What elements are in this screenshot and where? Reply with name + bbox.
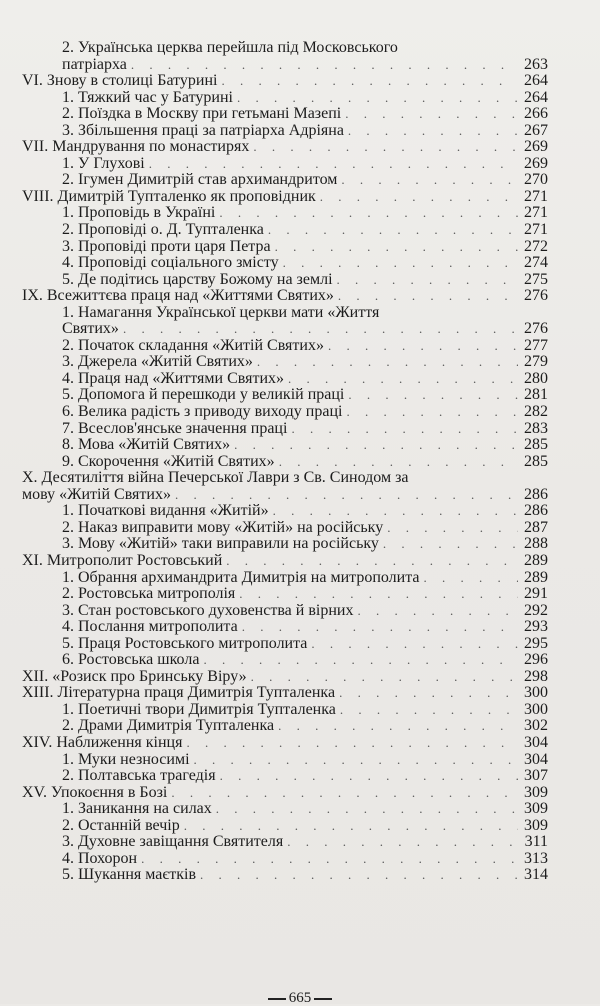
dot-leader xyxy=(194,752,518,769)
entry-page-number: 276 xyxy=(524,287,548,305)
entry-title: 3. Джерела «Житій Святих» xyxy=(62,353,253,371)
entry-page-number: 300 xyxy=(524,684,548,702)
dot-leader xyxy=(184,818,518,835)
toc-section-entry xyxy=(22,205,548,222)
dot-leader xyxy=(200,867,518,884)
entry-title: 3. Збільшення праці за патріарха Адріяна xyxy=(62,121,344,139)
toc-section-entry xyxy=(22,570,548,587)
dot-leader xyxy=(273,503,518,520)
table-of-contents xyxy=(22,40,548,884)
entry-page-number: 275 xyxy=(524,270,548,288)
entry-page-number: 311 xyxy=(524,833,548,851)
folio-dash-right xyxy=(314,998,332,1000)
toc-section-entry xyxy=(22,801,548,818)
entry-title: XI. Митрополит Ростовський xyxy=(22,551,223,569)
entry-title: 2. Початок складання «Житій Святих» xyxy=(62,336,324,354)
dot-leader xyxy=(226,553,518,570)
dot-leader xyxy=(337,272,518,289)
entry-title: 6. Ростовська школа xyxy=(62,651,200,669)
entry-page-number: 293 xyxy=(524,618,548,636)
dot-leader xyxy=(278,718,518,735)
toc-chapter-entry xyxy=(22,735,548,752)
entry-title: 2. Поїздка в Москву при гетьмані Мазепі xyxy=(62,105,342,123)
toc-section-entry xyxy=(22,222,548,239)
entry-title: 2. Проповіді о. Д. Тупталенка xyxy=(62,221,264,239)
toc-chapter-entry xyxy=(22,553,548,570)
entry-page-number: 279 xyxy=(524,353,548,371)
toc-section-entry xyxy=(22,404,548,421)
entry-title: 1. У Глухові xyxy=(62,154,145,172)
entry-title: 2. Ростовська митрополія xyxy=(62,585,236,603)
entry-page-number: 291 xyxy=(524,585,548,603)
entry-page-number: 271 xyxy=(524,221,548,239)
entry-title: 3. Мову «Житій» таки виправили на російську xyxy=(62,535,379,553)
dot-leader xyxy=(220,768,518,785)
dot-leader xyxy=(283,255,518,272)
toc-section-entry xyxy=(22,40,548,57)
toc-section-entry xyxy=(22,586,548,603)
entry-title: 3. Духовне завіщання Святителя xyxy=(62,833,284,851)
entry-title: 1. Муки незносимі xyxy=(62,750,190,768)
entry-title: XIII. Літературна праця Димитрія Тупталенка xyxy=(22,684,336,702)
folio-dash-left xyxy=(268,998,286,1000)
toc-section-entry xyxy=(22,338,548,355)
entry-title: XII. «Розиск про Бринську Віру» xyxy=(22,667,247,685)
dot-leader xyxy=(203,652,518,669)
entry-page-number: 289 xyxy=(524,568,548,586)
dot-leader xyxy=(239,586,518,603)
toc-section-entry xyxy=(22,718,548,735)
toc-section-entry xyxy=(22,239,548,256)
entry-page-number: 313 xyxy=(524,849,548,867)
toc-section-entry xyxy=(22,371,548,388)
toc-section-entry xyxy=(22,818,548,835)
toc-section-entry xyxy=(22,272,548,289)
entry-title: 2. Драми Димитрія Тупталенка xyxy=(62,717,275,735)
toc-section-entry xyxy=(22,454,548,471)
entry-title: 3. Проповіді проти царя Петра xyxy=(62,237,271,255)
toc-section-entry xyxy=(22,867,548,884)
toc-section-entry xyxy=(22,603,548,620)
entry-page-number: 298 xyxy=(524,667,548,685)
dot-leader xyxy=(383,536,518,553)
dot-leader xyxy=(216,801,518,818)
toc-chapter-entry xyxy=(22,73,548,90)
toc-section-entry xyxy=(22,123,548,140)
entry-title: VI. Знову в столиці Батурині xyxy=(22,72,218,90)
entry-page-number: 286 xyxy=(524,502,548,520)
dot-leader xyxy=(340,702,518,719)
toc-chapter-entry xyxy=(22,669,548,686)
dot-leader xyxy=(141,851,518,868)
dot-leader xyxy=(171,785,518,802)
entry-title: патріарха xyxy=(62,55,127,73)
entry-page-number: 264 xyxy=(524,72,548,90)
entry-title: 1. Намагання Української церкви мати «Життя xyxy=(62,303,380,321)
dot-leader xyxy=(275,239,518,256)
entry-title: 8. Мова «Житій Святих» xyxy=(62,436,231,454)
entry-page-number: 266 xyxy=(524,105,548,123)
entry-title: 4. Похорон xyxy=(62,849,138,867)
toc-section-entry xyxy=(22,768,548,785)
entry-page-number: 304 xyxy=(524,750,548,768)
dot-leader xyxy=(257,354,518,371)
entry-title: 5. Допомога й перешкоди у великій праці xyxy=(62,386,345,404)
entry-page-number: 288 xyxy=(524,535,548,553)
entry-title: 9. Скорочення «Житій Святих» xyxy=(62,452,275,470)
dot-leader xyxy=(251,669,518,686)
entry-page-number: 285 xyxy=(524,436,548,454)
dot-leader xyxy=(175,487,518,504)
toc-section-entry xyxy=(22,305,548,322)
entry-title: 1. Заникання на силах xyxy=(62,800,212,818)
dot-leader xyxy=(328,338,518,355)
entry-page-number: 285 xyxy=(524,452,548,470)
entry-page-number: 281 xyxy=(524,386,548,404)
dot-leader xyxy=(186,735,518,752)
entry-title: 2. Ігумен Димитрій став архимандритом xyxy=(62,171,338,189)
toc-section-entry xyxy=(22,503,548,520)
dot-leader xyxy=(338,288,518,305)
entry-page-number: 271 xyxy=(524,204,548,222)
toc-section-entry xyxy=(22,387,548,404)
dot-leader xyxy=(320,189,518,206)
toc-section-entry xyxy=(22,652,548,669)
dot-leader xyxy=(311,636,518,653)
entry-title: XIV. Наближення кінця xyxy=(22,733,183,751)
toc-section-entry xyxy=(22,752,548,769)
entry-page-number: 271 xyxy=(524,187,548,205)
dot-leader xyxy=(291,421,518,438)
dot-leader xyxy=(348,123,518,140)
entry-title: 1. Початкові видання «Житій» xyxy=(62,502,269,520)
dot-leader xyxy=(131,57,518,74)
dot-leader xyxy=(287,834,518,851)
entry-title: 1. Тяжкий час у Батурині xyxy=(62,88,233,106)
entry-page-number: 269 xyxy=(524,154,548,172)
dot-leader xyxy=(219,205,518,222)
entry-page-number: 295 xyxy=(524,634,548,652)
dot-leader xyxy=(357,603,518,620)
dot-leader xyxy=(339,685,518,702)
toc-section-entry xyxy=(22,520,548,537)
dot-leader xyxy=(348,387,518,404)
toc-section-entry xyxy=(22,636,548,653)
entry-title: мову «Житій Святих» xyxy=(22,485,171,503)
toc-section-entry xyxy=(22,90,548,107)
entry-page-number: 272 xyxy=(524,237,548,255)
dot-leader xyxy=(234,437,518,454)
entry-title: 2. Українська церква перейшла під Московського xyxy=(62,39,398,56)
toc-section-entry xyxy=(22,851,548,868)
dot-leader xyxy=(253,139,518,156)
entry-page-number: 307 xyxy=(524,767,548,785)
entry-title: 2. Наказ виправити мову «Житій» на російську xyxy=(62,518,384,536)
toc-section-entry xyxy=(22,321,548,338)
entry-title: VII. Мандрування по монастирях xyxy=(22,138,250,156)
entry-page-number: 309 xyxy=(524,800,548,818)
entry-title: IX. Всежиттєва праця над «Життями Святих» xyxy=(22,287,334,305)
dot-leader xyxy=(123,321,518,338)
entry-title: 1. Проповідь в Україні xyxy=(62,204,216,222)
page-number: 665 xyxy=(288,990,312,1006)
dot-leader xyxy=(424,570,519,587)
entry-title: VIII. Димитрій Тупталенко як проповідник xyxy=(22,187,316,205)
entry-title: 4. Послання митрополита xyxy=(62,618,238,636)
entry-title: 3. Стан ростовського духовенства й вірних xyxy=(62,601,354,619)
entry-title: 5. Де подітись царству Божому на землі xyxy=(62,270,333,288)
entry-page-number: 267 xyxy=(524,121,548,139)
entry-title: 4. Праця над «Життями Святих» xyxy=(62,369,285,387)
dot-leader xyxy=(387,520,518,537)
entry-page-number: 264 xyxy=(524,88,548,106)
entry-title: 1. Поетичні твори Димитрія Тупталенка xyxy=(62,700,336,718)
toc-section-entry xyxy=(22,421,548,438)
entry-title: 5. Шукання маєтків xyxy=(62,866,197,884)
entry-page-number: 302 xyxy=(524,717,548,735)
entry-page-number: 270 xyxy=(524,171,548,189)
dot-leader xyxy=(341,172,518,189)
toc-section-entry xyxy=(22,834,548,851)
toc-section-entry xyxy=(22,156,548,173)
toc-chapter-entry xyxy=(22,685,548,702)
toc-section-entry xyxy=(22,619,548,636)
toc-section-entry xyxy=(22,57,548,74)
toc-chapter-entry xyxy=(22,487,548,504)
entry-page-number: 296 xyxy=(524,651,548,669)
entry-title: X. Десятиліття війна Печерської Лаври з Св. Синодом за xyxy=(22,469,409,487)
entry-page-number: 300 xyxy=(524,700,548,718)
dot-leader xyxy=(268,222,518,239)
entry-title: 7. Всеслов'янське значення праці xyxy=(62,419,288,437)
toc-section-entry xyxy=(22,536,548,553)
entry-title: 6. Велика радість з приводу виходу праці xyxy=(62,403,343,421)
entry-page-number: 292 xyxy=(524,601,548,619)
entry-title: 5. Праця Ростовського митрополита xyxy=(62,634,308,652)
entry-page-number: 269 xyxy=(524,138,548,156)
toc-chapter-entry xyxy=(22,189,548,206)
entry-title: 4. Проповіді соціального змісту xyxy=(62,254,279,272)
entry-page-number: 263 xyxy=(524,55,548,73)
dot-leader xyxy=(149,156,518,173)
entry-page-number: 286 xyxy=(524,485,548,503)
entry-page-number: 274 xyxy=(524,254,548,272)
toc-chapter-entry xyxy=(22,288,548,305)
dot-leader xyxy=(345,106,518,123)
dot-leader xyxy=(242,619,518,636)
toc-section-entry xyxy=(22,106,548,123)
entry-page-number: 282 xyxy=(524,403,548,421)
dot-leader xyxy=(237,90,518,107)
entry-page-number: 277 xyxy=(524,336,548,354)
toc-section-entry xyxy=(22,354,548,371)
entry-page-number: 287 xyxy=(524,518,548,536)
entry-title: 2. Полтавська трагедія xyxy=(62,767,216,785)
toc-chapter-entry xyxy=(22,785,548,802)
toc-chapter-entry xyxy=(22,139,548,156)
entry-title: Святих» xyxy=(62,320,119,338)
entry-page-number: 289 xyxy=(524,551,548,569)
dot-leader xyxy=(279,454,518,471)
entry-title: 1. Обрання архимандрита Димитрія на митрополита xyxy=(62,568,420,586)
entry-page-number: 304 xyxy=(524,733,548,751)
dot-leader xyxy=(346,404,518,421)
entry-page-number: 280 xyxy=(524,369,548,387)
dot-leader xyxy=(221,73,518,90)
dot-leader xyxy=(288,371,518,388)
toc-section-entry xyxy=(22,702,548,719)
entry-page-number: 309 xyxy=(524,783,548,801)
entry-page-number: 314 xyxy=(524,866,548,884)
toc-chapter-entry xyxy=(22,470,548,487)
toc-section-entry xyxy=(22,437,548,454)
toc-section-entry xyxy=(22,172,548,189)
entry-page-number: 283 xyxy=(524,419,548,437)
entry-title: 2. Останній вечір xyxy=(62,816,180,834)
entry-title: XV. Упокоєння в Бозі xyxy=(22,783,168,801)
entry-page-number: 276 xyxy=(524,320,548,338)
toc-section-entry xyxy=(22,255,548,272)
entry-page-number: 309 xyxy=(524,816,548,834)
